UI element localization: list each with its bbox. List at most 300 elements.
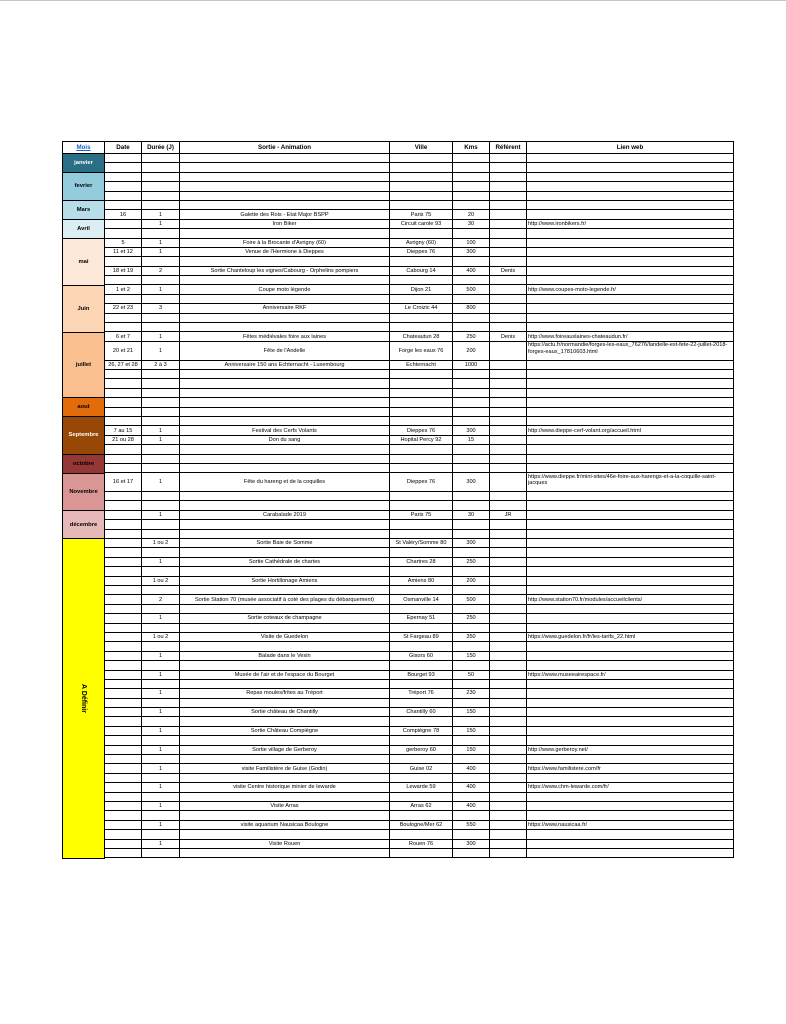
sortie-cell[interactable]: visite Familistère de Guise (Godin)	[180, 764, 390, 773]
date-cell[interactable]	[105, 220, 142, 229]
ville-cell[interactable]: St Valéry/Somme 80	[390, 539, 453, 548]
ville-cell[interactable]: Le Croizic 44	[390, 304, 453, 313]
sortie-cell[interactable]: Sortie village de Gerberoy	[180, 746, 390, 755]
month-label[interactable]	[62, 539, 105, 859]
sortie-cell[interactable]	[180, 295, 390, 304]
duree-cell[interactable]	[142, 229, 180, 238]
ville-cell[interactable]: Echternacht	[390, 361, 453, 370]
sortie-cell[interactable]: Anniversaire RKF	[180, 304, 390, 313]
date-cell[interactable]	[105, 793, 142, 802]
ville-cell[interactable]	[390, 173, 453, 182]
date-cell[interactable]: 1 et 2	[105, 285, 142, 294]
date-cell[interactable]	[105, 774, 142, 783]
date-cell[interactable]	[105, 548, 142, 557]
date-cell[interactable]	[105, 530, 142, 539]
ville-cell[interactable]	[390, 717, 453, 726]
duree-cell[interactable]	[142, 323, 180, 332]
referent-cell[interactable]	[490, 379, 527, 388]
lien-web-cell[interactable]	[527, 849, 734, 858]
duree-cell[interactable]	[142, 793, 180, 802]
lien-web-cell[interactable]	[527, 417, 734, 426]
kms-cell[interactable]	[453, 417, 490, 426]
sortie-cell[interactable]	[180, 455, 390, 464]
lien-web-cell[interactable]	[527, 530, 734, 539]
ville-cell[interactable]	[390, 680, 453, 689]
date-cell[interactable]: 7 au 15	[105, 426, 142, 435]
referent-cell[interactable]	[490, 614, 527, 623]
date-cell[interactable]	[105, 192, 142, 201]
date-cell[interactable]	[105, 323, 142, 332]
ville-cell[interactable]: Compiègne 78	[390, 727, 453, 736]
ville-cell[interactable]	[390, 774, 453, 783]
referent-cell[interactable]	[490, 276, 527, 285]
date-cell[interactable]	[105, 840, 142, 849]
duree-cell[interactable]	[142, 398, 180, 407]
sortie-cell[interactable]: Sortie château de Chantilly	[180, 708, 390, 717]
sortie-cell[interactable]	[180, 530, 390, 539]
sortie-cell[interactable]: Anniversaire 150 ans Echternacht - Luxembourg	[180, 361, 390, 370]
kms-cell[interactable]	[453, 314, 490, 323]
referent-cell[interactable]	[490, 840, 527, 849]
referent-cell[interactable]	[490, 342, 527, 361]
lien-web-cell[interactable]	[527, 802, 734, 811]
duree-cell[interactable]: 1	[142, 220, 180, 229]
date-cell[interactable]	[105, 849, 142, 858]
referent-cell[interactable]	[490, 389, 527, 398]
duree-cell[interactable]: 1	[142, 342, 180, 361]
duree-cell[interactable]: 1	[142, 239, 180, 248]
referent-cell[interactable]	[490, 295, 527, 304]
date-cell[interactable]	[105, 755, 142, 764]
sortie-cell[interactable]: Sortie Château Compiègne	[180, 727, 390, 736]
duree-cell[interactable]: 1	[142, 671, 180, 680]
kms-cell[interactable]	[453, 192, 490, 201]
sortie-cell[interactable]	[180, 830, 390, 839]
duree-cell[interactable]	[142, 445, 180, 454]
ville-cell[interactable]: Rouen 76	[390, 840, 453, 849]
referent-cell[interactable]	[490, 680, 527, 689]
referent-cell[interactable]	[490, 539, 527, 548]
duree-cell[interactable]: 1	[142, 689, 180, 698]
kms-cell[interactable]: 800	[453, 304, 490, 313]
lien-web-cell[interactable]	[527, 567, 734, 576]
referent-cell[interactable]	[490, 323, 527, 332]
ville-cell[interactable]: St Fargeau 89	[390, 633, 453, 642]
date-cell[interactable]	[105, 567, 142, 576]
lien-web-cell[interactable]	[527, 727, 734, 736]
lien-web-cell[interactable]: https://www.chm-lewarde.com/fr/	[527, 783, 734, 792]
lien-web-cell[interactable]	[527, 699, 734, 708]
kms-cell[interactable]: 300	[453, 840, 490, 849]
kms-cell[interactable]	[453, 464, 490, 473]
date-cell[interactable]	[105, 746, 142, 755]
duree-cell[interactable]: 3	[142, 304, 180, 313]
date-cell[interactable]	[105, 736, 142, 745]
referent-cell[interactable]	[490, 239, 527, 248]
date-cell[interactable]	[105, 661, 142, 670]
sortie-cell[interactable]	[180, 173, 390, 182]
lien-web-cell[interactable]	[527, 192, 734, 201]
date-cell[interactable]: 6 et 7	[105, 332, 142, 341]
sortie-cell[interactable]	[180, 520, 390, 529]
ville-cell[interactable]: Chateautun 28	[390, 332, 453, 341]
referent-cell[interactable]	[490, 445, 527, 454]
ville-cell[interactable]	[390, 642, 453, 651]
referent-cell[interactable]	[490, 849, 527, 858]
duree-cell[interactable]	[142, 182, 180, 191]
referent-cell[interactable]	[490, 192, 527, 201]
sortie-cell[interactable]	[180, 624, 390, 633]
duree-cell[interactable]: 1	[142, 473, 180, 492]
referent-cell[interactable]	[490, 764, 527, 773]
duree-cell[interactable]	[142, 830, 180, 839]
kms-cell[interactable]: 15	[453, 436, 490, 445]
sortie-cell[interactable]	[180, 605, 390, 614]
ville-cell[interactable]	[390, 520, 453, 529]
duree-cell[interactable]	[142, 257, 180, 266]
duree-cell[interactable]: 1	[142, 764, 180, 773]
ville-cell[interactable]	[390, 379, 453, 388]
kms-cell[interactable]: 250	[453, 614, 490, 623]
date-cell[interactable]	[105, 764, 142, 773]
duree-cell[interactable]: 1	[142, 511, 180, 520]
referent-cell[interactable]	[490, 492, 527, 501]
sortie-cell[interactable]	[180, 192, 390, 201]
duree-cell[interactable]	[142, 530, 180, 539]
sortie-cell[interactable]	[180, 492, 390, 501]
ville-cell[interactable]: Dieppes 76	[390, 473, 453, 492]
date-cell[interactable]	[105, 642, 142, 651]
referent-cell[interactable]	[490, 229, 527, 238]
lien-web-cell[interactable]	[527, 539, 734, 548]
lien-web-cell[interactable]	[527, 652, 734, 661]
kms-cell[interactable]	[453, 661, 490, 670]
ville-cell[interactable]	[390, 548, 453, 557]
kms-cell[interactable]	[453, 229, 490, 238]
sortie-cell[interactable]: Sortie Baie de Somme	[180, 539, 390, 548]
duree-cell[interactable]	[142, 417, 180, 426]
lien-web-cell[interactable]	[527, 248, 734, 257]
duree-cell[interactable]	[142, 201, 180, 210]
lien-web-cell[interactable]: https://www.familistere.com/fr	[527, 764, 734, 773]
referent-cell[interactable]	[490, 558, 527, 567]
lien-web-cell[interactable]	[527, 201, 734, 210]
lien-web-cell[interactable]	[527, 229, 734, 238]
duree-cell[interactable]	[142, 680, 180, 689]
duree-cell[interactable]	[142, 642, 180, 651]
duree-cell[interactable]	[142, 370, 180, 379]
sortie-cell[interactable]	[180, 229, 390, 238]
referent-cell[interactable]	[490, 727, 527, 736]
referent-cell[interactable]	[490, 821, 527, 830]
sortie-cell[interactable]	[180, 163, 390, 172]
kms-cell[interactable]	[453, 830, 490, 839]
lien-web-cell[interactable]	[527, 520, 734, 529]
lien-web-cell[interactable]	[527, 774, 734, 783]
ville-cell[interactable]	[390, 192, 453, 201]
ville-cell[interactable]: Arras 62	[390, 802, 453, 811]
duree-cell[interactable]	[142, 774, 180, 783]
date-cell[interactable]	[105, 163, 142, 172]
referent-cell[interactable]	[490, 567, 527, 576]
ville-cell[interactable]	[390, 464, 453, 473]
kms-cell[interactable]: 400	[453, 802, 490, 811]
ville-cell[interactable]	[390, 849, 453, 858]
lien-web-cell[interactable]	[527, 314, 734, 323]
ville-cell[interactable]	[390, 501, 453, 510]
duree-cell[interactable]	[142, 464, 180, 473]
sortie-cell[interactable]	[180, 755, 390, 764]
lien-web-cell[interactable]	[527, 455, 734, 464]
lien-web-cell[interactable]	[527, 586, 734, 595]
duree-cell[interactable]	[142, 154, 180, 163]
header-mois[interactable]: Mois	[62, 141, 105, 154]
lien-web-cell[interactable]: http://www.coupes-moto-legende.fr/	[527, 285, 734, 294]
lien-web-cell[interactable]: http://www.gerberoy.net/	[527, 746, 734, 755]
month-label[interactable]	[62, 511, 105, 539]
sortie-cell[interactable]: Sortie coteaux de champagne	[180, 614, 390, 623]
month-label[interactable]	[62, 455, 105, 474]
kms-cell[interactable]	[453, 173, 490, 182]
duree-cell[interactable]: 1 ou 2	[142, 633, 180, 642]
sortie-cell[interactable]	[180, 661, 390, 670]
sortie-cell[interactable]: Fête du hareng et de la coquilles	[180, 473, 390, 492]
date-cell[interactable]	[105, 445, 142, 454]
ville-cell[interactable]: Hopital Percy 92	[390, 436, 453, 445]
date-cell[interactable]	[105, 408, 142, 417]
month-label[interactable]	[62, 154, 105, 173]
referent-cell[interactable]	[490, 314, 527, 323]
ville-cell[interactable]	[390, 445, 453, 454]
kms-cell[interactable]	[453, 398, 490, 407]
referent-cell[interactable]	[490, 717, 527, 726]
referent-cell[interactable]: Denis	[490, 332, 527, 341]
sortie-cell[interactable]: Venue de l'Hermione à Dieppes	[180, 248, 390, 257]
date-cell[interactable]	[105, 511, 142, 520]
ville-cell[interactable]	[390, 586, 453, 595]
ville-cell[interactable]	[390, 201, 453, 210]
ville-cell[interactable]: Cabourg 14	[390, 267, 453, 276]
kms-cell[interactable]	[453, 699, 490, 708]
kms-cell[interactable]	[453, 605, 490, 614]
referent-cell[interactable]	[490, 163, 527, 172]
ville-cell[interactable]: Bourget 93	[390, 671, 453, 680]
ville-cell[interactable]: Dieppes 76	[390, 426, 453, 435]
month-label[interactable]	[62, 201, 105, 220]
ville-cell[interactable]	[390, 163, 453, 172]
month-label[interactable]	[62, 398, 105, 417]
lien-web-cell[interactable]: http://www.ironbikers.fr/	[527, 220, 734, 229]
ville-cell[interactable]	[390, 370, 453, 379]
referent-cell[interactable]	[490, 285, 527, 294]
referent-cell[interactable]	[490, 595, 527, 604]
duree-cell[interactable]: 2	[142, 595, 180, 604]
kms-cell[interactable]	[453, 717, 490, 726]
sortie-cell[interactable]: Fêtes médiévales foire aux laines	[180, 332, 390, 341]
ville-cell[interactable]	[390, 323, 453, 332]
date-cell[interactable]	[105, 652, 142, 661]
referent-cell[interactable]	[490, 633, 527, 642]
referent-cell[interactable]	[490, 520, 527, 529]
kms-cell[interactable]: 350	[453, 633, 490, 642]
ville-cell[interactable]	[390, 661, 453, 670]
sortie-cell[interactable]	[180, 811, 390, 820]
kms-cell[interactable]	[453, 520, 490, 529]
duree-cell[interactable]	[142, 605, 180, 614]
month-label[interactable]	[62, 173, 105, 201]
sortie-cell[interactable]	[180, 680, 390, 689]
lien-web-cell[interactable]	[527, 642, 734, 651]
referent-cell[interactable]	[490, 624, 527, 633]
kms-cell[interactable]	[453, 680, 490, 689]
lien-web-cell[interactable]	[527, 389, 734, 398]
kms-cell[interactable]: 100	[453, 239, 490, 248]
duree-cell[interactable]: 1	[142, 746, 180, 755]
ville-cell[interactable]	[390, 257, 453, 266]
duree-cell[interactable]	[142, 455, 180, 464]
duree-cell[interactable]	[142, 548, 180, 557]
lien-web-cell[interactable]	[527, 614, 734, 623]
sortie-cell[interactable]	[180, 389, 390, 398]
month-label[interactable]	[62, 474, 105, 512]
lien-web-cell[interactable]	[527, 163, 734, 172]
date-cell[interactable]	[105, 229, 142, 238]
date-cell[interactable]	[105, 624, 142, 633]
date-cell[interactable]	[105, 614, 142, 623]
referent-cell[interactable]	[490, 699, 527, 708]
kms-cell[interactable]	[453, 811, 490, 820]
date-cell[interactable]	[105, 605, 142, 614]
ville-cell[interactable]: Gisors 60	[390, 652, 453, 661]
sortie-cell[interactable]	[180, 849, 390, 858]
sortie-cell[interactable]: Repas moules/frites au Tréport	[180, 689, 390, 698]
referent-cell[interactable]	[490, 652, 527, 661]
ville-cell[interactable]: Paris 75	[390, 210, 453, 219]
lien-web-cell[interactable]	[527, 436, 734, 445]
ville-cell[interactable]	[390, 530, 453, 539]
lien-web-cell[interactable]	[527, 257, 734, 266]
referent-cell[interactable]	[490, 455, 527, 464]
ville-cell[interactable]	[390, 229, 453, 238]
lien-web-cell[interactable]	[527, 304, 734, 313]
duree-cell[interactable]	[142, 163, 180, 172]
referent-cell[interactable]	[490, 548, 527, 557]
duree-cell[interactable]: 1 ou 2	[142, 539, 180, 548]
kms-cell[interactable]	[453, 379, 490, 388]
ville-cell[interactable]	[390, 389, 453, 398]
duree-cell[interactable]: 1	[142, 614, 180, 623]
kms-cell[interactable]: 250	[453, 332, 490, 341]
kms-cell[interactable]: 200	[453, 577, 490, 586]
lien-web-cell[interactable]	[527, 624, 734, 633]
lien-web-cell[interactable]	[527, 210, 734, 219]
ville-cell[interactable]	[390, 755, 453, 764]
kms-cell[interactable]: 500	[453, 595, 490, 604]
duree-cell[interactable]	[142, 276, 180, 285]
lien-web-cell[interactable]: https://actu.fr/normandie/forges-les-eaux_76276/landelle-est-fete-22-juillet-2018-forges-eaux_17810603.html	[527, 342, 734, 361]
ville-cell[interactable]: Tréport 76	[390, 689, 453, 698]
lien-web-cell[interactable]	[527, 267, 734, 276]
date-cell[interactable]: 20 et 21	[105, 342, 142, 361]
sortie-cell[interactable]	[180, 586, 390, 595]
duree-cell[interactable]: 1	[142, 802, 180, 811]
date-cell[interactable]	[105, 727, 142, 736]
referent-cell[interactable]	[490, 830, 527, 839]
date-cell[interactable]	[105, 417, 142, 426]
ville-cell[interactable]: Dijon 21	[390, 285, 453, 294]
referent-cell[interactable]	[490, 210, 527, 219]
sortie-cell[interactable]	[180, 182, 390, 191]
date-cell[interactable]	[105, 370, 142, 379]
referent-cell[interactable]: JR	[490, 511, 527, 520]
lien-web-cell[interactable]	[527, 577, 734, 586]
referent-cell[interactable]	[490, 464, 527, 473]
lien-web-cell[interactable]	[527, 154, 734, 163]
kms-cell[interactable]: 300	[453, 539, 490, 548]
duree-cell[interactable]	[142, 811, 180, 820]
date-cell[interactable]	[105, 680, 142, 689]
duree-cell[interactable]: 1	[142, 652, 180, 661]
lien-web-cell[interactable]	[527, 173, 734, 182]
kms-cell[interactable]	[453, 408, 490, 417]
duree-cell[interactable]	[142, 192, 180, 201]
kms-cell[interactable]: 20	[453, 210, 490, 219]
kms-cell[interactable]: 550	[453, 821, 490, 830]
referent-cell[interactable]	[490, 661, 527, 670]
sortie-cell[interactable]	[180, 717, 390, 726]
date-cell[interactable]	[105, 577, 142, 586]
kms-cell[interactable]	[453, 257, 490, 266]
referent-cell[interactable]	[490, 304, 527, 313]
lien-web-cell[interactable]	[527, 361, 734, 370]
month-label[interactable]	[62, 220, 105, 239]
kms-cell[interactable]	[453, 154, 490, 163]
date-cell[interactable]	[105, 257, 142, 266]
referent-cell[interactable]	[490, 811, 527, 820]
ville-cell[interactable]	[390, 605, 453, 614]
lien-web-cell[interactable]: http://www.station70.fr/modules/accueilclients/	[527, 595, 734, 604]
date-cell[interactable]	[105, 586, 142, 595]
kms-cell[interactable]	[453, 295, 490, 304]
date-cell[interactable]	[105, 520, 142, 529]
referent-cell[interactable]	[490, 473, 527, 492]
ville-cell[interactable]: Forge les eaux 76	[390, 342, 453, 361]
sortie-cell[interactable]: Foire à la Brocante d'Avrigny (60)	[180, 239, 390, 248]
sortie-cell[interactable]: Carabalade 2019	[180, 511, 390, 520]
lien-web-cell[interactable]	[527, 605, 734, 614]
referent-cell[interactable]	[490, 417, 527, 426]
duree-cell[interactable]: 1	[142, 708, 180, 717]
lien-web-cell[interactable]: http://www.foireauxlaines-chateaudun.fr/	[527, 332, 734, 341]
lien-web-cell[interactable]	[527, 379, 734, 388]
duree-cell[interactable]: 1	[142, 285, 180, 294]
ville-cell[interactable]: Chartres 28	[390, 558, 453, 567]
duree-cell[interactable]	[142, 501, 180, 510]
date-cell[interactable]: 22 et 23	[105, 304, 142, 313]
sortie-cell[interactable]: visite Centre historique minier de lewarde	[180, 783, 390, 792]
date-cell[interactable]	[105, 389, 142, 398]
sortie-cell[interactable]: Sortie Station 70 (musée associatif à coté des plages du débarquement)	[180, 595, 390, 604]
date-cell[interactable]	[105, 398, 142, 407]
date-cell[interactable]	[105, 379, 142, 388]
duree-cell[interactable]	[142, 314, 180, 323]
referent-cell[interactable]	[490, 755, 527, 764]
kms-cell[interactable]	[453, 849, 490, 858]
kms-cell[interactable]	[453, 389, 490, 398]
date-cell[interactable]: 16	[105, 210, 142, 219]
kms-cell[interactable]: 150	[453, 746, 490, 755]
kms-cell[interactable]: 150	[453, 652, 490, 661]
